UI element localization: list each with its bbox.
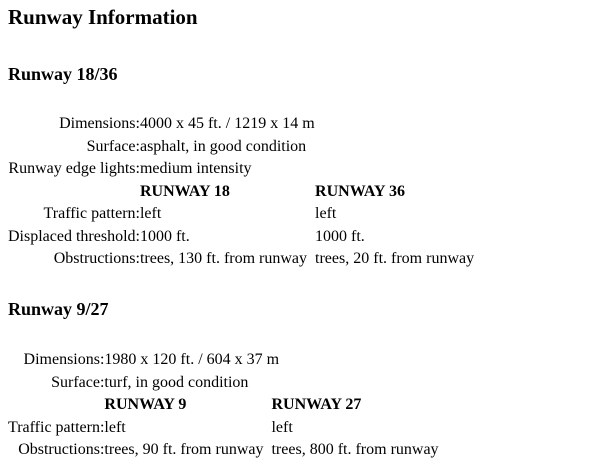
surface-value: turf, in good condition: [104, 373, 249, 391]
runway-9-obstructions: trees, 90 ft. from runway: [104, 441, 264, 458]
runway-27-traffic-pattern: left: [271, 418, 293, 436]
obstructions-label: Obstructions:: [18, 441, 105, 458]
obstructions-row: [8, 248, 474, 271]
dimensions-row: [8, 113, 474, 136]
runway-18-displaced-threshold: 1000 ft.: [139, 227, 190, 245]
runway-18-traffic-pattern: left: [139, 205, 162, 222]
surface-row: [8, 372, 439, 395]
runway-36-displaced-threshold: 1000 ft.: [315, 227, 365, 245]
runway-36-heading: RUNWAY 36: [315, 182, 405, 200]
runway-18-36-table: [8, 113, 474, 271]
runway-9-27-table: [8, 349, 439, 462]
dimensions-label: Dimensions:: [59, 115, 140, 132]
runway-36-obstructions: trees, 20 ft. from runway: [315, 250, 475, 267]
runway-end-headings-row: [8, 394, 439, 417]
edge-lights-value: medium intensity: [139, 160, 252, 177]
runway-9-heading: RUNWAY 9: [104, 396, 187, 413]
traffic-pattern-row: [8, 417, 439, 440]
runway-27-heading: RUNWAY 27: [271, 396, 362, 413]
edge-lights-row: [8, 158, 474, 181]
page-title: Runway Information: [8, 5, 198, 29]
surface-row: [8, 136, 474, 159]
traffic-pattern-label: Traffic pattern:: [8, 418, 105, 436]
runway-27-obstructions: trees, 800 ft. from runway: [271, 441, 439, 458]
edge-lights-label: Runway edge lights:: [8, 160, 140, 177]
traffic-pattern-row: [8, 203, 474, 226]
obstructions-label: Obstructions:: [53, 250, 140, 267]
runway-9-27-title: Runway 9/27: [8, 299, 109, 319]
displaced-threshold-row: [8, 226, 474, 249]
runway-18-obstructions: trees, 130 ft. from runway: [139, 250, 308, 267]
dimensions-row: [8, 349, 439, 372]
dimensions-value: 1980 x 120 ft. / 604 x 37 m: [104, 351, 280, 368]
runway-18-36-title: Runway 18/36: [8, 64, 118, 84]
runway-36-traffic-pattern: left: [315, 205, 337, 222]
surface-value: asphalt, in good condition: [139, 137, 307, 155]
dimensions-label: Dimensions:: [23, 351, 105, 368]
traffic-pattern-label: Traffic pattern:: [43, 205, 140, 222]
runway-end-headings-row: [8, 181, 474, 204]
surface-label: Surface:: [86, 137, 140, 155]
dimensions-value: 4000 x 45 ft. / 1219 x 14 m: [139, 115, 315, 132]
runway-9-traffic-pattern: left: [104, 418, 126, 436]
obstructions-row: [8, 439, 439, 462]
displaced-threshold-label: Displaced threshold:: [8, 227, 140, 245]
runway-18-heading: RUNWAY 18: [139, 182, 230, 200]
surface-label: Surface:: [51, 373, 105, 391]
